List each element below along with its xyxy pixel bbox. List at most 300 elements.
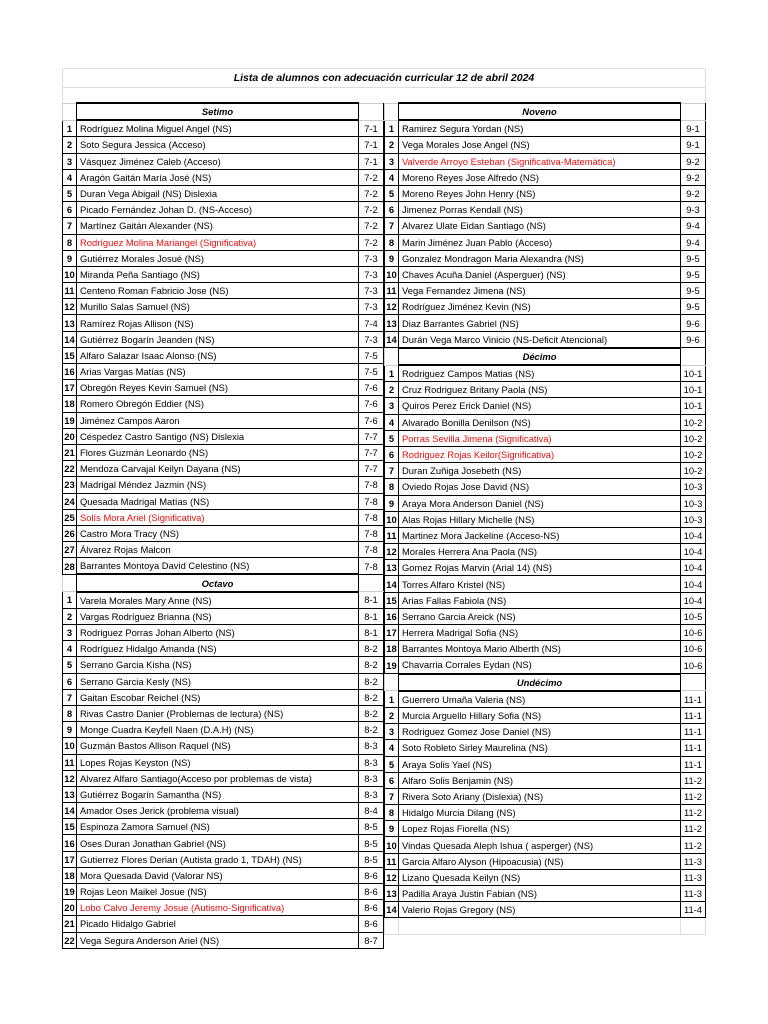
student-name: Céspedez Castro Santigo (NS) Dislexia (77, 428, 359, 444)
group-code: 7-7 (359, 461, 384, 477)
row-number: 3 (385, 724, 399, 740)
row-number: 20 (63, 428, 77, 444)
group-code: 8-2 (359, 705, 384, 721)
row-number: 11 (385, 853, 399, 869)
group-code: 10-6 (681, 625, 706, 641)
table-row (63, 218, 384, 234)
student-name: Gutiérrez Morales Josué (NS) (77, 250, 359, 266)
student-name: Diaz Barrantes Gabriel (NS) (399, 315, 681, 331)
row-number: 19 (63, 412, 77, 428)
row-number: 22 (63, 461, 77, 477)
header-blank-cell (385, 674, 399, 691)
student-name: Quesada Madrigal Matías (NS) (77, 493, 359, 509)
row-number: 22 (63, 932, 77, 948)
table-row (385, 202, 706, 218)
table-row (63, 641, 384, 657)
row-number: 23 (63, 477, 77, 493)
row-number: 14 (385, 576, 399, 592)
table-row (63, 722, 384, 738)
student-name: Gomez Rojas Marvin (Arial 14) (NS) (399, 560, 681, 576)
table-row (63, 542, 384, 558)
table-row (385, 414, 706, 430)
row-number: 6 (63, 202, 77, 218)
row-number: 12 (385, 869, 399, 885)
table-row (385, 691, 706, 708)
row-number: 11 (385, 283, 399, 299)
table-row (63, 770, 384, 786)
row-number: 20 (63, 900, 77, 916)
row-number: 9 (63, 250, 77, 266)
table-row (63, 477, 384, 493)
group-code: 9-5 (681, 250, 706, 266)
student-name: Chaves Acuña Daniel (Asperguer) (NS) (399, 266, 681, 282)
group-code: 10-1 (681, 398, 706, 414)
table-row (63, 916, 384, 932)
group-code: 7-3 (359, 299, 384, 315)
header-blank-cell (681, 348, 706, 365)
student-name: Chavarria Corrales Eydan (NS) (399, 657, 681, 674)
group-code: 10-4 (681, 527, 706, 543)
group-code: 10-3 (681, 511, 706, 527)
row-number: 17 (63, 851, 77, 867)
row-number: 8 (385, 234, 399, 250)
group-code: 7-8 (359, 493, 384, 509)
student-name: Lopez Rojas Fiorella (NS) (399, 821, 681, 837)
student-name: Vásquez Jiménez Caleb (Acceso) (77, 153, 359, 169)
student-name: Arias Vargas Matías (NS) (77, 364, 359, 380)
table-row (385, 511, 706, 527)
table-row (63, 461, 384, 477)
table-row (385, 527, 706, 543)
student-name: Amador Oses Jerick (problema visual) (77, 803, 359, 819)
student-name: Porras Sevilla Jimena (Significativa) (399, 430, 681, 446)
table-row (385, 788, 706, 804)
group-code: 7-1 (359, 153, 384, 169)
student-name: Gaitan Escobar Reichel (NS) (77, 689, 359, 705)
table-row (385, 821, 706, 837)
row-number: 13 (385, 315, 399, 331)
row-number: 18 (63, 396, 77, 412)
student-name: Soto Segura Jessica (Acceso) (77, 137, 359, 153)
group-code: 7-8 (359, 525, 384, 541)
group-code: 8-2 (359, 689, 384, 705)
table-row (385, 707, 706, 723)
table-row (385, 544, 706, 560)
section-title: Octavo (77, 574, 359, 591)
group-code: 10-2 (681, 446, 706, 462)
row-number: 11 (385, 527, 399, 543)
table-row (385, 608, 706, 624)
table-row (385, 657, 706, 674)
empty-cell (385, 918, 399, 934)
row-number: 19 (63, 884, 77, 900)
row-number: 4 (385, 740, 399, 756)
group-code: 7-7 (359, 444, 384, 460)
student-name: Cruz Rodriguez Britany Paola (NS) (399, 382, 681, 398)
table-row (63, 266, 384, 282)
group-code: 10-6 (681, 641, 706, 657)
student-name: Lopes Rojas Keyston (NS) (77, 754, 359, 770)
student-name: Alvarez Alfaro Santiago(Acceso por problemas de vista) (77, 770, 359, 786)
table-row (63, 689, 384, 705)
row-number: 1 (385, 691, 399, 708)
group-code: 11-2 (681, 821, 706, 837)
table-row (385, 137, 706, 153)
table-row (63, 592, 384, 609)
section-header (385, 674, 706, 691)
table-row (385, 740, 706, 756)
row-number: 10 (385, 266, 399, 282)
group-code: 8-7 (359, 932, 384, 948)
student-name: Rodriguez Gomez Jose Daniel (NS) (399, 724, 681, 740)
table-row (385, 641, 706, 657)
row-number: 14 (63, 331, 77, 347)
student-name: Alfaro Solis Benjamin (NS) (399, 772, 681, 788)
group-code: 11-3 (681, 853, 706, 869)
header-blank-cell (681, 103, 706, 120)
group-code: 7-5 (359, 364, 384, 380)
student-name: Morales Herrera Ana Paola (NS) (399, 544, 681, 560)
student-name: Jimenez Porras Kendall (NS) (399, 202, 681, 218)
row-number: 1 (63, 120, 77, 137)
table-row (63, 380, 384, 396)
row-number: 7 (63, 689, 77, 705)
group-code: 10-1 (681, 365, 706, 382)
row-number: 8 (385, 805, 399, 821)
table-row (63, 493, 384, 509)
group-code: 9-3 (681, 202, 706, 218)
group-code: 8-4 (359, 803, 384, 819)
row-number: 2 (63, 608, 77, 624)
group-code: 8-2 (359, 657, 384, 673)
group-code: 7-2 (359, 234, 384, 250)
group-code: 7-7 (359, 428, 384, 444)
table-row (63, 137, 384, 153)
student-name: Alvarez Ulate Eidan Santiago (NS) (399, 218, 681, 234)
group-code: 11-3 (681, 886, 706, 902)
group-code: 8-1 (359, 592, 384, 609)
student-name: Guzmán Bastos Allison Raquel (NS) (77, 738, 359, 754)
row-number: 4 (385, 169, 399, 185)
student-name: Lobo Calvo Jeremy Josue (Autismo-Significativa) (77, 900, 359, 916)
group-code: 8-5 (359, 819, 384, 835)
table-row (385, 299, 706, 315)
group-code: 7-2 (359, 202, 384, 218)
row-number: 9 (63, 722, 77, 738)
row-number: 3 (385, 153, 399, 169)
table-row (385, 234, 706, 250)
empty-row (385, 918, 706, 934)
group-code: 8-3 (359, 770, 384, 786)
student-name: Guerrero Umaña Valeria (NS) (399, 691, 681, 708)
row-number: 13 (385, 560, 399, 576)
student-name: Monge Cuadra Keyfell Naen (D.A.H) (NS) (77, 722, 359, 738)
group-code: 8-5 (359, 835, 384, 851)
table-row (63, 525, 384, 541)
student-name: Rojas Leon Maikel Josue (NS) (77, 884, 359, 900)
table-row (63, 331, 384, 347)
section-title: Setimo (77, 103, 359, 120)
student-name: Rodriguez Campos Matias (NS) (399, 365, 681, 382)
student-name: Picado Fernández Johan D. (NS-Acceso) (77, 202, 359, 218)
student-name: Rodriguez Porras Johan Alberto (NS) (77, 625, 359, 641)
student-name: Mendoza Carvajal Keilyn Dayana (NS) (77, 461, 359, 477)
group-code: 8-2 (359, 641, 384, 657)
group-code: 7-6 (359, 396, 384, 412)
table-row (385, 365, 706, 382)
table-row (63, 234, 384, 250)
group-code: 10-4 (681, 592, 706, 608)
student-name: Centeno Roman Fabricio Jose (NS) (77, 283, 359, 299)
table-row (385, 479, 706, 495)
row-number: 1 (63, 592, 77, 609)
row-number: 26 (63, 525, 77, 541)
group-code: 9-4 (681, 218, 706, 234)
table-row (385, 283, 706, 299)
row-number: 8 (63, 234, 77, 250)
group-code: 11-2 (681, 837, 706, 853)
group-code: 9-1 (681, 137, 706, 153)
table-row (63, 657, 384, 673)
row-number: 17 (385, 625, 399, 641)
row-number: 10 (385, 511, 399, 527)
table-row (63, 705, 384, 721)
table-row (63, 299, 384, 315)
student-name: Serrano Garcia Kisha (NS) (77, 657, 359, 673)
row-number: 7 (385, 463, 399, 479)
row-number: 10 (385, 837, 399, 853)
row-number: 3 (63, 625, 77, 641)
table-row (385, 886, 706, 902)
section-title: Noveno (399, 103, 681, 120)
student-name: Solís Mora Ariel (Significativa) (77, 509, 359, 525)
student-name: Alvarado Bonilla Denilson (NS) (399, 414, 681, 430)
group-code: 7-8 (359, 542, 384, 558)
group-code: 7-8 (359, 558, 384, 575)
student-name: Vindas Quesada Aleph Ishua ( asperger) (NS) (399, 837, 681, 853)
table-row (63, 347, 384, 363)
table-row (63, 608, 384, 624)
table-row (63, 673, 384, 689)
row-number: 27 (63, 542, 77, 558)
student-name: Alfaro Salazar Isaac Alonso (NS) (77, 347, 359, 363)
row-number: 14 (63, 803, 77, 819)
group-code: 7-3 (359, 283, 384, 299)
group-code: 8-5 (359, 851, 384, 867)
section-title: Décimo (399, 348, 681, 365)
student-name: Vega Segura Anderson Ariel (NS) (77, 932, 359, 948)
student-name: Varela Morales Mary Anne (NS) (77, 592, 359, 609)
table-row (385, 169, 706, 185)
table-row (385, 463, 706, 479)
row-number: 1 (385, 120, 399, 137)
row-number: 6 (63, 673, 77, 689)
table-row (385, 382, 706, 398)
row-number: 15 (63, 347, 77, 363)
group-code: 11-3 (681, 869, 706, 885)
student-name: Gutiérrez Bogarín Jeanden (NS) (77, 331, 359, 347)
table-row (63, 509, 384, 525)
group-code: 7-1 (359, 137, 384, 153)
student-name: Espinoza Zamora Samuel (NS) (77, 819, 359, 835)
student-name: Aragón Gaitán María José (NS) (77, 169, 359, 185)
table-row (63, 153, 384, 169)
student-name: Vega Morales Jose Angel (NS) (399, 137, 681, 153)
table-row (385, 756, 706, 772)
group-code: 7-4 (359, 315, 384, 331)
group-code: 11-2 (681, 772, 706, 788)
student-name: Rodríguez Hidalgo Amanda (NS) (77, 641, 359, 657)
table-row (385, 185, 706, 201)
group-code: 11-1 (681, 691, 706, 708)
spreadsheet (62, 68, 706, 949)
student-name: Ramirez Segura Yordan (NS) (399, 120, 681, 137)
student-name: Madrigal Méndez Jazmin (NS) (77, 477, 359, 493)
row-number: 16 (63, 835, 77, 851)
student-name: Rodríguez Molina Miguel Angel (NS) (77, 120, 359, 137)
group-code: 10-4 (681, 560, 706, 576)
header-blank-cell (359, 103, 384, 120)
table-row (385, 266, 706, 282)
student-name: Oses Duran Jonathan Gabriel (NS) (77, 835, 359, 851)
sheet-title: Lista de alumnos con adecuación curricular 12 de abril 2024 (62, 68, 706, 87)
table-row (385, 869, 706, 885)
group-code: 8-6 (359, 884, 384, 900)
row-number: 7 (63, 218, 77, 234)
table-row (63, 428, 384, 444)
row-number: 28 (63, 558, 77, 575)
group-code: 10-1 (681, 382, 706, 398)
group-code: 11-1 (681, 724, 706, 740)
row-number: 17 (63, 380, 77, 396)
table-row (385, 592, 706, 608)
student-name: Mora Quesada David (Valorar NS) (77, 867, 359, 883)
table-row (385, 902, 706, 918)
group-code: 8-3 (359, 754, 384, 770)
group-code: 10-5 (681, 608, 706, 624)
row-number: 10 (63, 738, 77, 754)
row-number: 13 (63, 315, 77, 331)
table-row (63, 867, 384, 883)
table-row (63, 738, 384, 754)
student-name: Murcia Arguello Hillary Sofia (NS) (399, 707, 681, 723)
table-row (385, 153, 706, 169)
group-code: 9-6 (681, 315, 706, 331)
table-row (63, 803, 384, 819)
row-number: 16 (385, 608, 399, 624)
student-name: Barrantes Montoya Mario Alberth (NS) (399, 641, 681, 657)
row-number: 25 (63, 509, 77, 525)
row-number: 5 (385, 185, 399, 201)
table-row (63, 754, 384, 770)
group-code: 8-2 (359, 673, 384, 689)
student-name: Serrano Garcia Areick (NS) (399, 608, 681, 624)
row-number: 15 (63, 819, 77, 835)
table-row (63, 250, 384, 266)
group-code: 10-2 (681, 414, 706, 430)
right-column (384, 102, 706, 935)
student-name: Gonzalez Mondragon Maria Alexandra (NS) (399, 250, 681, 266)
group-code: 8-6 (359, 867, 384, 883)
group-code: 11-1 (681, 740, 706, 756)
row-number: 9 (385, 821, 399, 837)
group-code: 7-8 (359, 477, 384, 493)
row-number: 2 (63, 137, 77, 153)
row-number: 8 (63, 705, 77, 721)
group-code: 7-2 (359, 169, 384, 185)
student-name: Serrano Garcia Kesly (NS) (77, 673, 359, 689)
left-column (62, 102, 384, 949)
row-number: 12 (385, 544, 399, 560)
student-name: Rivas Castro Danier (Problemas de lectura) (NS) (77, 705, 359, 721)
table-row (385, 446, 706, 462)
row-number: 5 (63, 657, 77, 673)
header-blank-cell (63, 574, 77, 591)
group-code: 8-2 (359, 722, 384, 738)
group-code: 10-6 (681, 657, 706, 674)
row-number: 9 (385, 250, 399, 266)
student-name: Barrantes Montoya David Celestino (NS) (77, 558, 359, 575)
group-code: 10-4 (681, 544, 706, 560)
row-number: 5 (63, 185, 77, 201)
student-name: Martínez Gaitán Alexander (NS) (77, 218, 359, 234)
student-name: Oviedo Rojas Jose David (NS) (399, 479, 681, 495)
row-number: 4 (63, 641, 77, 657)
table-row (63, 444, 384, 460)
section-header (385, 103, 706, 120)
row-number: 5 (385, 430, 399, 446)
row-number: 2 (385, 137, 399, 153)
student-name: Arias Fallas Fabiola (NS) (399, 592, 681, 608)
table-row (63, 120, 384, 137)
group-code: 9-4 (681, 234, 706, 250)
student-name: Soto Robleto Sirley Maurelina (NS) (399, 740, 681, 756)
student-name: Quiros Perez Erick Daniel (NS) (399, 398, 681, 414)
group-code: 7-6 (359, 380, 384, 396)
header-blank-cell (63, 103, 77, 120)
table-row (385, 837, 706, 853)
empty-cell (681, 918, 706, 934)
student-name: Garcia Alfaro Alyson (Hipoacusia) (NS) (399, 853, 681, 869)
group-code: 7-3 (359, 266, 384, 282)
table-row (63, 396, 384, 412)
group-code: 9-5 (681, 299, 706, 315)
row-number: 1 (385, 365, 399, 382)
student-name: Rivera Soto Ariany (Dislexia) (NS) (399, 788, 681, 804)
row-number: 15 (385, 592, 399, 608)
student-name: Rodríguez Molina Mariangel (Significativa) (77, 234, 359, 250)
group-code: 9-2 (681, 169, 706, 185)
group-code: 7-5 (359, 347, 384, 363)
student-name: Padilla Araya Justin Fabian (NS) (399, 886, 681, 902)
student-name: Alas Rojas Hillary Michelle (NS) (399, 511, 681, 527)
student-name: Romero Obregón Eddier (NS) (77, 396, 359, 412)
student-name: Durán Vega Marco Vinicio (NS-Deficit Atencional) (399, 331, 681, 348)
section-header (385, 348, 706, 365)
group-code: 8-3 (359, 738, 384, 754)
student-name: Vargas Rodríguez Brianna (NS) (77, 608, 359, 624)
row-number: 12 (63, 299, 77, 315)
group-code: 9-2 (681, 153, 706, 169)
table-row (385, 120, 706, 137)
row-number: 7 (385, 788, 399, 804)
student-name: Valverde Arroyo Esteban (Significativa-Matemática) (399, 153, 681, 169)
group-code: 9-5 (681, 283, 706, 299)
table-row (385, 576, 706, 592)
row-number: 4 (63, 169, 77, 185)
row-number: 6 (385, 446, 399, 462)
row-number: 19 (385, 657, 399, 674)
